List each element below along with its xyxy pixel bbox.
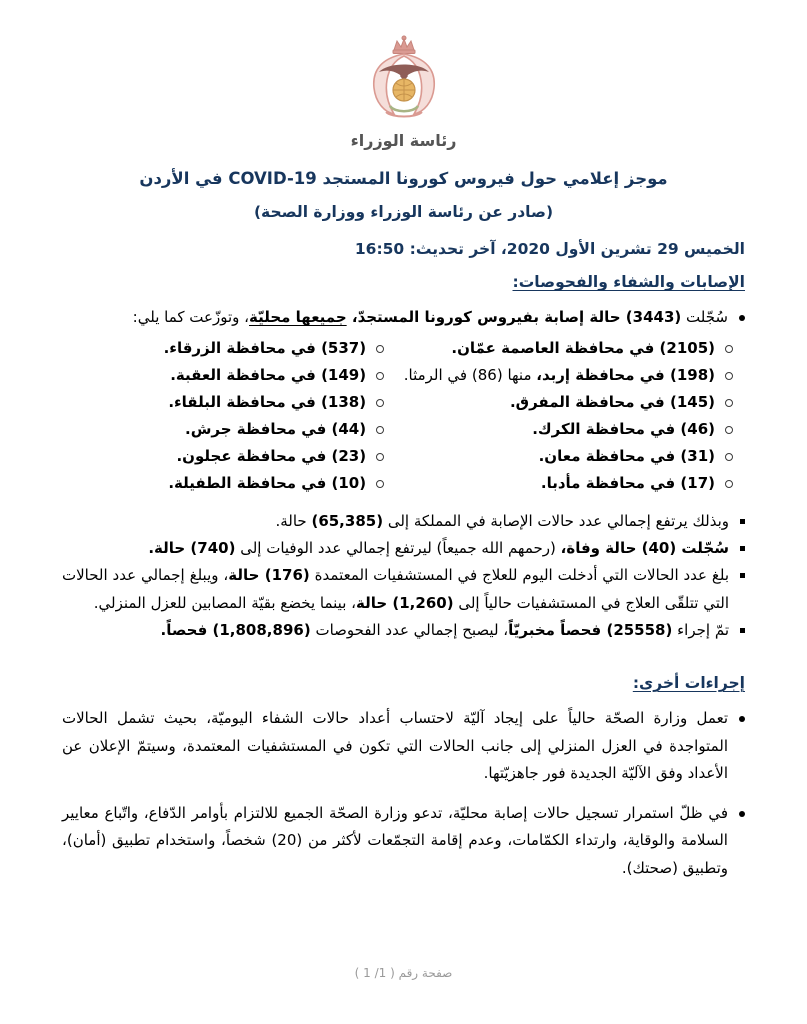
gov-item-balqa: (138) في محافظة البلقاء. [62,389,384,416]
bullet-defense-orders: في ظلّ استمرار تسجيل حالات إصابة محليّة، تدعو وزارة الصحّة الجميع للالتزام بأوامر الدّفاع، واتّباع معايير السلامة والوقاية، وارتداء الكمّامات، وعدم إقامة التجمّعات لأكثر من (20) شخصاً، واستخدام تطبيق (أمان)، وتطبيق (صحتك). [62,800,745,882]
governorates-list [62,335,745,497]
circle-bullet-icon [725,399,733,407]
intro-run-1: سُجّلت [681,308,728,327]
gov-item-irbid: (198) في محافظة إربد، منها (86) في الرمثا. [384,362,733,389]
gov-item-tafileh: (10) في محافظة الطفيلة. [62,470,384,497]
intro-run-3: ، وتوزّعت كما يلي: [132,308,249,327]
gov-item-zarqa: (537) في محافظة الزرقاء. [62,335,384,362]
bullet-dot-icon [739,811,745,817]
circle-bullet-icon [376,399,384,407]
square-bullet-icon [740,546,745,551]
section-heading-other-label: إجراءات أخرى: [632,674,745,693]
intro-run-2: (3443) حالة إصابة بفيروس كورونا المستجدّ، [346,308,682,327]
gov-item-maan: (31) في محافظة معان. [384,443,733,470]
bullet-new-cases-text [62,304,728,331]
circle-bullet-icon [725,453,733,461]
prime-ministry-calligraphy: رئاسة الوزراء [350,131,457,150]
gov-item-madaba: (17) في محافظة مأدبا. [384,470,733,497]
circle-bullet-icon [376,453,384,461]
square-bullet-icon [740,573,745,578]
gov-item-mafraq: (145) في محافظة المفرق. [384,389,733,416]
statistics-bullets [62,508,745,644]
section-heading-cases-label: الإصابات والشفاء والفحوصات: [512,273,745,292]
square-bullet-icon [740,628,745,633]
circle-bullet-icon [376,480,384,488]
section-heading-cases [62,273,745,291]
bullet-deaths: سُجّلت (40) حالة وفاة، (رحمهم الله جميعاً) ليرتفع إجمالي عدد الوفيات إلى (740) حالة. [62,535,745,562]
circle-bullet-icon [725,480,733,488]
document-title: موجز إعلامي حول فيروس كورونا المستجد COVID-19 في الأردن [139,169,668,188]
circle-bullet-icon [725,426,733,434]
gov-item-aqaba: (149) في محافظة العقبة. [62,362,384,389]
other-measures-bullets [62,705,745,882]
page-number: صفحة رقم ( 1/ 1 ) [354,966,453,980]
gov-item-karak: (46) في محافظة الكرك. [384,416,733,443]
intro-run-underlined: جميعها محليّة [249,308,347,327]
logo-block [62,0,745,150]
jordan-royal-crest-icon [352,34,456,130]
section-heading-other-measures [62,674,745,692]
bullet-total-cases: وبذلك يرتفع إجمالي عدد حالات الإصابة في المملكة إلى (65,385) حالة. [62,508,745,535]
bullet-recovery-mechanism: تعمل وزارة الصحّة حالياً على إيجاد آليّة لاحتساب أعداد حالات الشفاء اليوميّة، بحيث تشمل الحالات المتواجدة في العزل المنزلي إلى جانب الحالات التي تكون في المستشفيات المعتمدة، وسيتمّ الإعلان عن الأعداد وفق الآليّة الجديدة فور جاهزيّتها. [62,705,745,787]
circle-bullet-icon [725,345,733,353]
gov-item-ajloun: (23) في محافظة عجلون. [62,443,384,470]
bullet-dot-icon [739,716,745,722]
gov-item-jerash: (44) في محافظة جرش. [62,416,384,443]
circle-bullet-icon [376,345,384,353]
circle-bullet-icon [376,426,384,434]
circle-bullet-icon [725,372,733,380]
document-subtitle: (صادر عن رئاسة الوزراء ووزارة الصحة) [253,203,554,222]
gov-item-amman: (2105) في محافظة العاصمة عمّان. [384,335,733,362]
circle-bullet-icon [376,372,384,380]
bullet-lab-tests: تمّ إجراء (25558) فحصاً مخبريّاً، ليصبح إجمالي عدد الفحوصات (1,808,896) فحصاً. [62,617,745,644]
bullet-dot-icon [739,315,745,321]
bullet-new-cases [62,304,745,331]
bullet-hospitalizations: بلغ عدد الحالات التي أدخلت اليوم للعلاج في المستشفيات المعتمدة (176) حالة، ويبلغ إجمالي عدد الحالات التي تتلقّى العلاج في المستشفيات حالياً إلى (1,260) حالة، بينما يخضع بقيّة المصابين للعزل المنزلي. [62,562,745,617]
square-bullet-icon [740,519,745,524]
date-updated-line: الخميس 29 تشرين الأول 2020، آخر تحديث: 16:50 [354,240,745,259]
